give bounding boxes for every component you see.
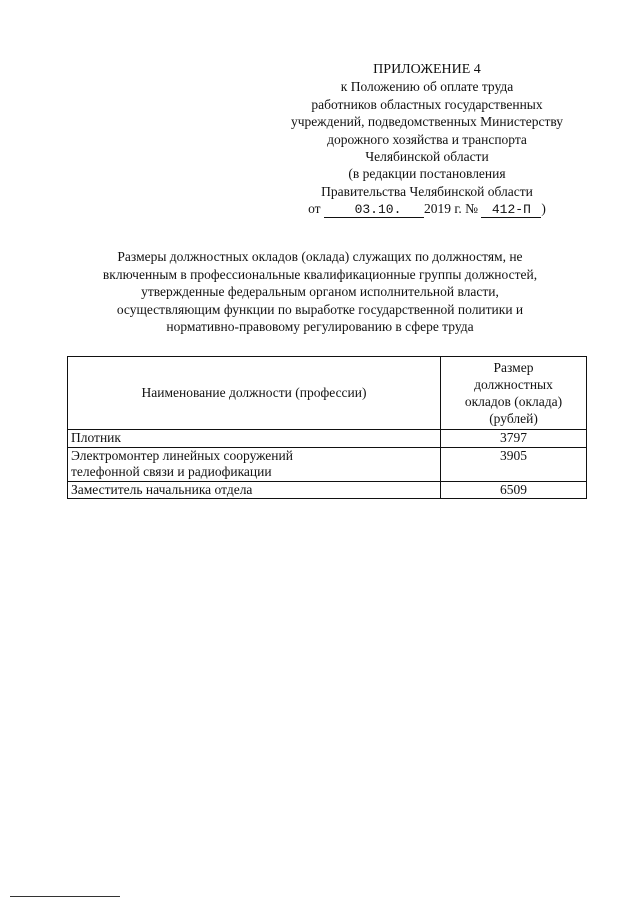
header-salary-line: окладов (оклада)	[464, 394, 563, 409]
year-text: 2019 г. №	[423, 201, 478, 217]
header-salary	[441, 357, 587, 430]
appendix-line: дорожного хозяйства и транспорта	[327, 131, 527, 147]
position-name	[68, 430, 441, 448]
heading-line: включенным в профессиональные квалификационные группы должностей,	[102, 266, 538, 282]
salary-value: 3905	[441, 447, 587, 481]
table-row	[68, 447, 587, 481]
position-name	[68, 447, 441, 481]
appendix-line: (в редакции постановления	[348, 166, 506, 182]
appendix-line: Правительства Челябинской области	[321, 183, 533, 199]
position-name-line: Электромонтер линейных сооружений	[71, 447, 293, 463]
heading-line: утвержденные федеральным органом исполнительной власти,	[141, 284, 499, 300]
table-row	[68, 481, 587, 499]
heading-line: осуществляющим функции по выработке государственной политики и	[116, 301, 524, 317]
from-prefix: от	[308, 201, 321, 217]
header-salary-line: должностных	[474, 377, 553, 392]
header-salary-line: Размер	[493, 360, 534, 375]
footer-divider	[10, 896, 120, 897]
position-name-line: телефонной связи и радиофикации	[71, 464, 272, 479]
appendix-line: учреждений, подведомственных Министерству	[290, 114, 564, 130]
close-paren: )	[541, 201, 546, 217]
appendix-line: Челябинской области	[365, 149, 489, 165]
appendix-title: ПРИЛОЖЕНИЕ 4	[373, 62, 481, 77]
position-name-line: Заместитель начальника отдела	[71, 481, 253, 497]
salary-table	[67, 356, 587, 499]
heading-line: Размеры должностных окладов (оклада) служащих по должностям, не	[117, 249, 523, 264]
resolution-date: 03.10.	[324, 203, 424, 218]
salary-value: 3797	[441, 430, 587, 448]
position-name-line: Плотник	[71, 430, 121, 445]
header-salary-line: (рублей)	[489, 411, 538, 426]
position-name	[68, 481, 441, 499]
salary-value: 6509	[441, 481, 587, 499]
resolution-number: 412-П	[481, 203, 541, 218]
table-row	[68, 430, 587, 448]
appendix-block	[262, 61, 592, 218]
heading-line: нормативно-правовому регулированию в сфере труда	[166, 319, 474, 335]
header-position-name: Наименование должности (профессии)	[68, 357, 441, 430]
appendix-line: работников областных государственных	[311, 96, 543, 112]
document-heading	[40, 248, 600, 336]
table-header-row	[68, 357, 587, 430]
resolution-date-line	[262, 200, 592, 218]
appendix-line: к Положению об оплате труда	[340, 79, 514, 95]
